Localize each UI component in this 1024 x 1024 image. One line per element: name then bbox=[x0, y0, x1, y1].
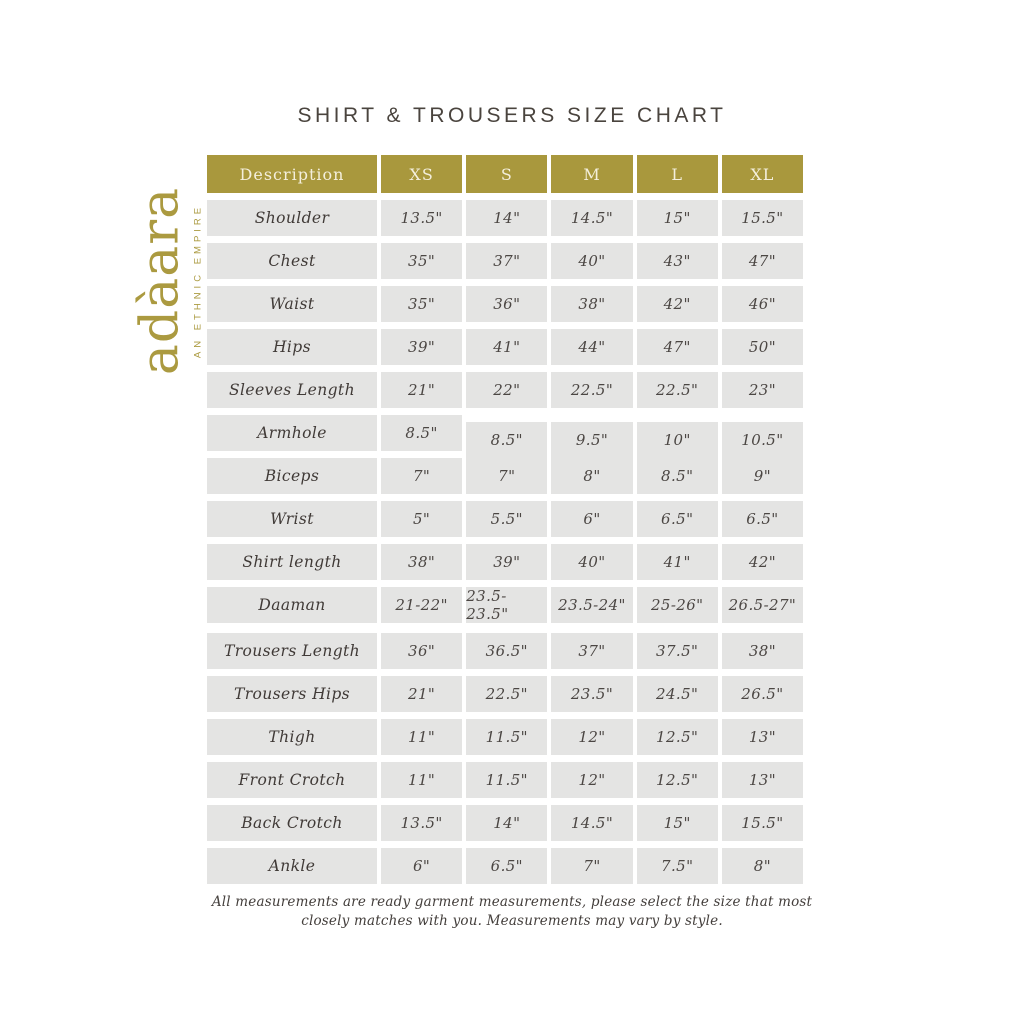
cell-value: 9" bbox=[722, 458, 803, 494]
row-label: Trousers Hips bbox=[207, 676, 377, 712]
cell-value: 8.5" bbox=[637, 458, 718, 494]
cell-value: 8" bbox=[722, 848, 803, 884]
cell-value: 12" bbox=[551, 762, 632, 798]
table-row-front-crotch bbox=[207, 762, 803, 798]
cell-value: 14.5" bbox=[551, 805, 632, 841]
cell-value: 7" bbox=[551, 848, 632, 884]
brand-logo bbox=[130, 186, 204, 376]
cell-value: 21-22" bbox=[381, 587, 462, 623]
table-row-armhole bbox=[207, 415, 803, 451]
table-row-biceps bbox=[207, 458, 803, 494]
table-row-waist bbox=[207, 286, 803, 322]
page-title: SHIRT & TROUSERS SIZE CHART bbox=[297, 104, 727, 127]
cell-value: 22" bbox=[466, 372, 547, 408]
cell-value: 5" bbox=[381, 501, 462, 537]
cell-value: 13.5" bbox=[381, 805, 462, 841]
cell-value: 36" bbox=[466, 286, 547, 322]
cell-value: 37.5" bbox=[637, 633, 718, 669]
cell-value: 36.5" bbox=[466, 633, 547, 669]
cell-value: 15" bbox=[637, 200, 718, 236]
brand-name: adàara bbox=[130, 186, 191, 376]
cell-value: 41" bbox=[637, 544, 718, 580]
row-label: Biceps bbox=[207, 458, 377, 494]
cell-value: 47" bbox=[722, 243, 803, 279]
cell-value: 5.5" bbox=[466, 501, 547, 537]
cell-value: 21" bbox=[381, 676, 462, 712]
cell-value: 23.5-23.5" bbox=[466, 587, 547, 623]
cell-value: 11" bbox=[381, 719, 462, 755]
table-row-sleeves-length bbox=[207, 372, 803, 408]
brand-tagline: AN ETHNIC EMPIRE bbox=[192, 203, 204, 359]
cell-value: 26.5" bbox=[722, 676, 803, 712]
table-row-ankle bbox=[207, 848, 803, 884]
cell-value: 50" bbox=[722, 329, 803, 365]
cell-value: 23.5" bbox=[551, 676, 632, 712]
row-label: Chest bbox=[207, 243, 377, 279]
cell-value: 15.5" bbox=[722, 200, 803, 236]
row-label: Hips bbox=[207, 329, 377, 365]
cell-value: 9.5" bbox=[551, 422, 632, 458]
cell-value: 14" bbox=[466, 805, 547, 841]
row-label: Back Crotch bbox=[207, 805, 377, 841]
cell-value: 41" bbox=[466, 329, 547, 365]
cell-value: 22.5" bbox=[637, 372, 718, 408]
disclaimer-line-2: closely matches with you. Measurements may vary by style. bbox=[301, 912, 723, 929]
cell-value: 47" bbox=[637, 329, 718, 365]
measurement-disclaimer bbox=[0, 893, 1024, 930]
cell-value: 12.5" bbox=[637, 719, 718, 755]
cell-value: 6" bbox=[381, 848, 462, 884]
row-label: Daaman bbox=[207, 587, 377, 623]
header-xs: XS bbox=[381, 155, 462, 193]
cell-value: 36" bbox=[381, 633, 462, 669]
row-label: Wrist bbox=[207, 501, 377, 537]
cell-value: 37" bbox=[466, 243, 547, 279]
cell-value: 15.5" bbox=[722, 805, 803, 841]
row-label: Thigh bbox=[207, 719, 377, 755]
row-label: Trousers Length bbox=[207, 633, 377, 669]
disclaimer-line-1: All measurements are ready garment measurements, please select the size that most bbox=[211, 894, 813, 910]
table-row-thigh bbox=[207, 719, 803, 755]
row-label: Waist bbox=[207, 286, 377, 322]
cell-value: 23" bbox=[722, 372, 803, 408]
table-row-back-crotch bbox=[207, 805, 803, 841]
cell-value: 11" bbox=[381, 762, 462, 798]
cell-value: 12" bbox=[551, 719, 632, 755]
table-row-daaman bbox=[207, 587, 803, 623]
cell-value: 12.5" bbox=[637, 762, 718, 798]
table-header-row bbox=[207, 155, 803, 193]
header-s: S bbox=[466, 155, 547, 193]
cell-value: 11.5" bbox=[466, 719, 547, 755]
cell-value: 42" bbox=[722, 544, 803, 580]
cell-value: 46" bbox=[722, 286, 803, 322]
table-row-chest bbox=[207, 243, 803, 279]
cell-value: 23.5-24" bbox=[551, 587, 632, 623]
cell-value: 37" bbox=[551, 633, 632, 669]
cell-value: 24.5" bbox=[637, 676, 718, 712]
cell-value: 40" bbox=[551, 243, 632, 279]
cell-value: 40" bbox=[551, 544, 632, 580]
cell-value: 13" bbox=[722, 719, 803, 755]
table-row-trousers-hips bbox=[207, 676, 803, 712]
cell-value: 8.5" bbox=[466, 422, 547, 458]
cell-value: 10" bbox=[637, 422, 718, 458]
row-label: Shoulder bbox=[207, 200, 377, 236]
row-label: Ankle bbox=[207, 848, 377, 884]
cell-value: 6" bbox=[551, 501, 632, 537]
cell-value: 14.5" bbox=[551, 200, 632, 236]
cell-value: 7" bbox=[381, 458, 462, 494]
header-description: Description bbox=[207, 155, 377, 193]
cell-value: 8" bbox=[551, 458, 632, 494]
cell-value: 14" bbox=[466, 200, 547, 236]
cell-value: 35" bbox=[381, 286, 462, 322]
cell-value: 6.5" bbox=[466, 848, 547, 884]
cell-value: 15" bbox=[637, 805, 718, 841]
cell-value: 35" bbox=[381, 243, 462, 279]
header-m: M bbox=[551, 155, 632, 193]
cell-value: 39" bbox=[466, 544, 547, 580]
size-chart-table bbox=[207, 155, 803, 891]
cell-value: 26.5-27" bbox=[722, 587, 803, 623]
cell-value: 39" bbox=[381, 329, 462, 365]
row-label: Sleeves Length bbox=[207, 372, 377, 408]
header-l: L bbox=[637, 155, 718, 193]
cell-value: 11.5" bbox=[466, 762, 547, 798]
cell-value: 22.5" bbox=[551, 372, 632, 408]
cell-value: 10.5" bbox=[722, 422, 803, 458]
table-row-shirt-length bbox=[207, 544, 803, 580]
table-row-trousers-length bbox=[207, 633, 803, 669]
cell-value: 43" bbox=[637, 243, 718, 279]
row-label: Shirt length bbox=[207, 544, 377, 580]
table-row-hips bbox=[207, 329, 803, 365]
cell-value: 42" bbox=[637, 286, 718, 322]
cell-value: 22.5" bbox=[466, 676, 547, 712]
cell-value: 7.5" bbox=[637, 848, 718, 884]
cell-value: 13" bbox=[722, 762, 803, 798]
table-row-wrist bbox=[207, 501, 803, 537]
cell-value: 8.5" bbox=[381, 415, 462, 451]
cell-value: 25-26" bbox=[637, 587, 718, 623]
cell-value: 13.5" bbox=[381, 200, 462, 236]
cell-value: 7" bbox=[466, 458, 547, 494]
cell-value: 6.5" bbox=[637, 501, 718, 537]
row-label: Front Crotch bbox=[207, 762, 377, 798]
cell-value: 38" bbox=[551, 286, 632, 322]
header-xl: XL bbox=[722, 155, 803, 193]
cell-value: 44" bbox=[551, 329, 632, 365]
cell-value: 21" bbox=[381, 372, 462, 408]
cell-value: 38" bbox=[381, 544, 462, 580]
table-row-shoulder bbox=[207, 200, 803, 236]
row-label: Armhole bbox=[207, 415, 377, 451]
cell-value: 38" bbox=[722, 633, 803, 669]
cell-value: 6.5" bbox=[722, 501, 803, 537]
